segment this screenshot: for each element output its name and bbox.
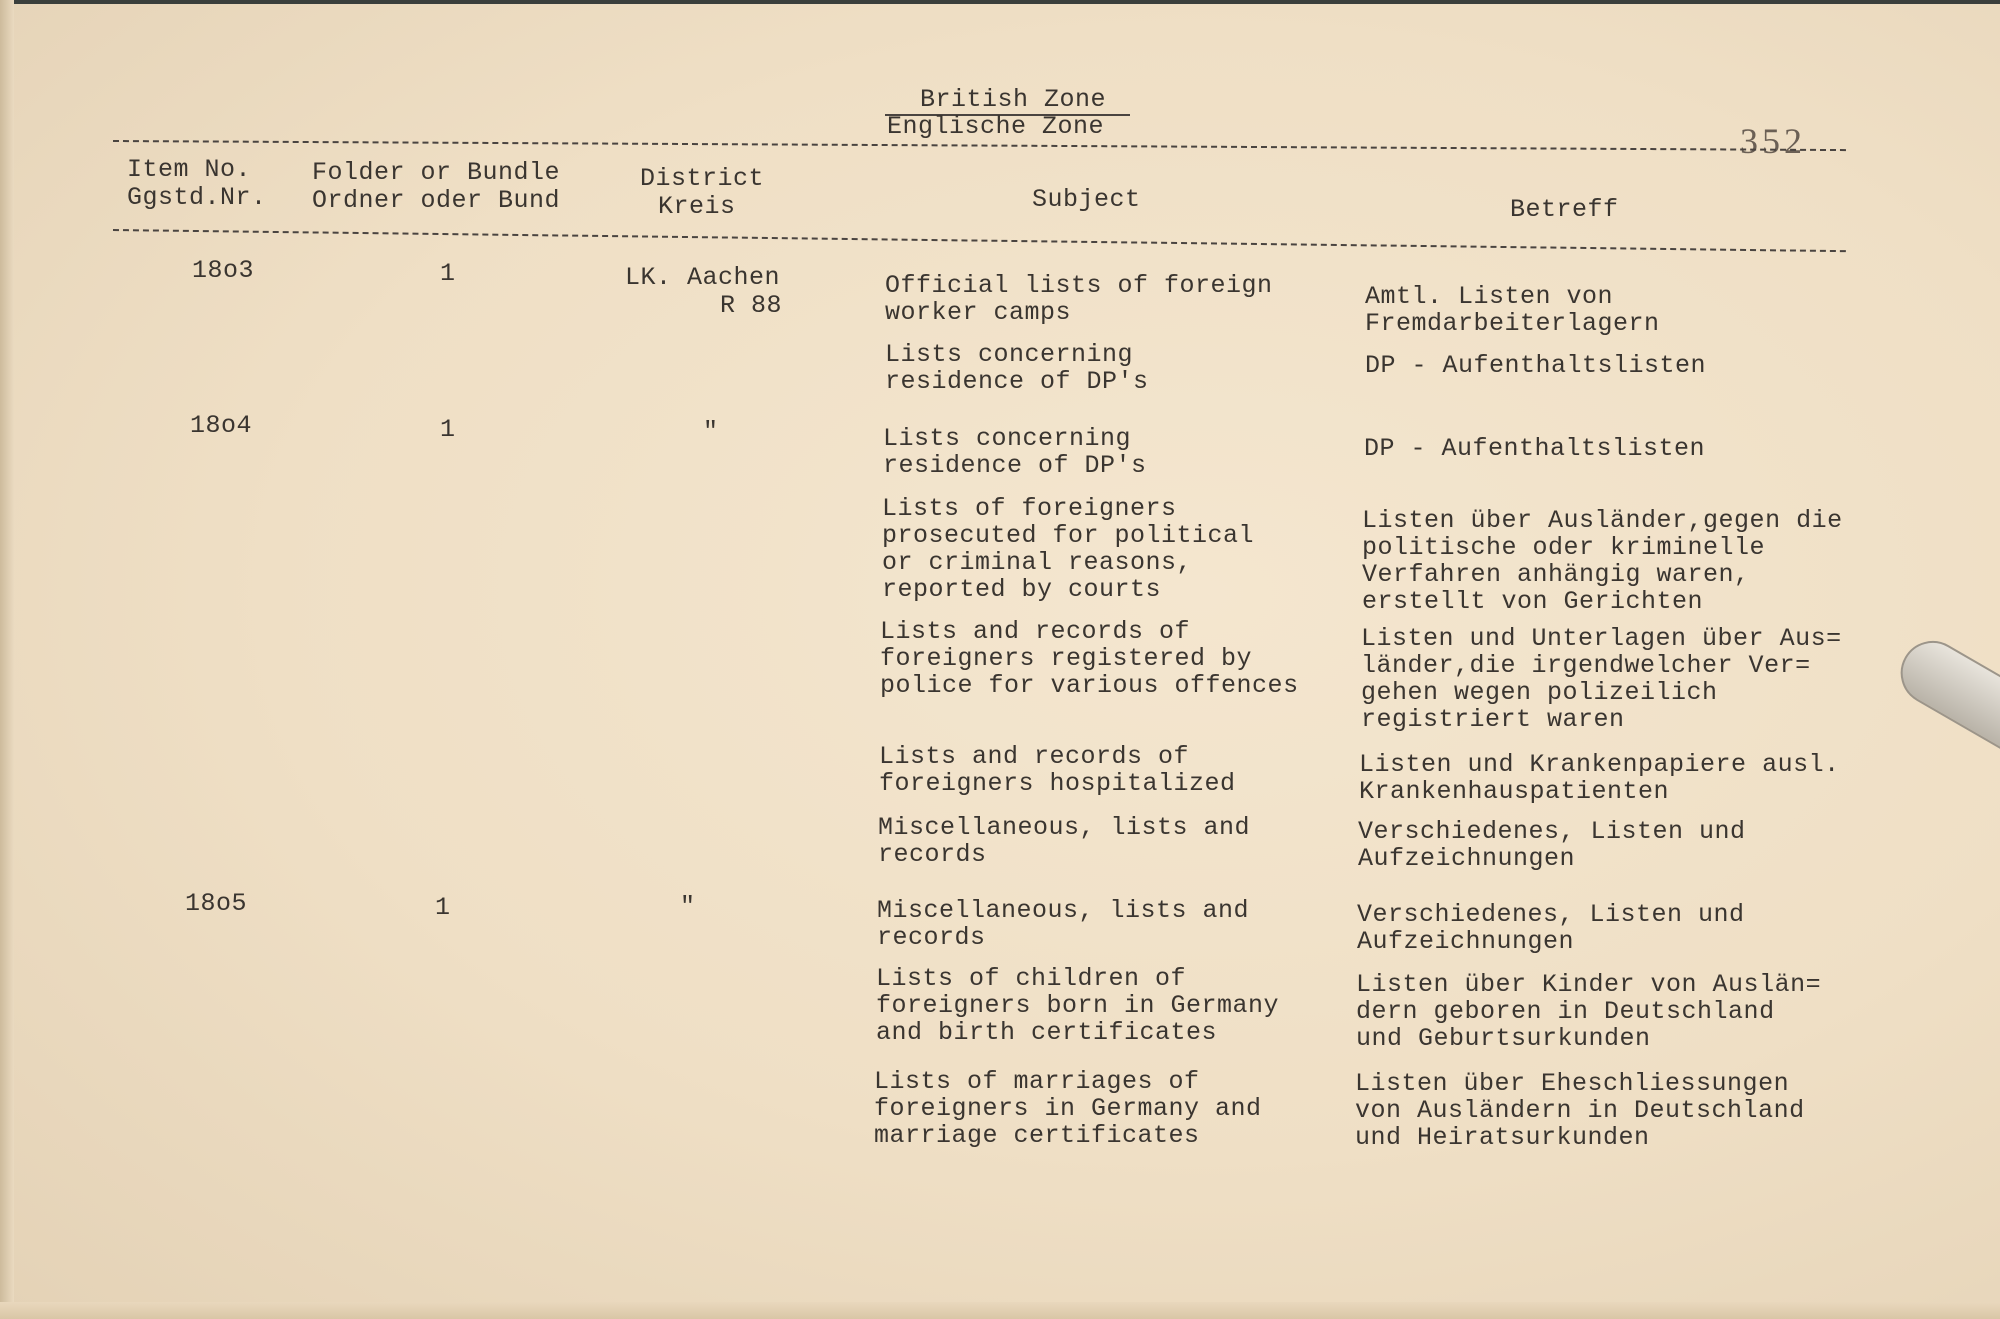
subject-line: Lists of children of xyxy=(876,964,1187,993)
betreff-line: erstellt von Gerichten xyxy=(1362,587,1704,616)
betreff-line: gehen wegen polizeilich xyxy=(1361,678,1718,707)
folder-count: 1 xyxy=(435,893,451,922)
subject-line: Official lists of foreign xyxy=(885,271,1273,300)
subject-line: foreigners in Germany and xyxy=(874,1094,1262,1123)
subject-line: or criminal reasons, xyxy=(882,548,1193,577)
betreff-line: und Heiratsurkunden xyxy=(1355,1123,1650,1152)
binding-shadow xyxy=(0,0,14,1319)
folder-count: 1 xyxy=(440,259,456,288)
col-item-de: Ggstd.Nr. xyxy=(127,183,267,212)
subject-line: foreigners hospitalized xyxy=(879,769,1236,798)
subject-line: prosecuted for political xyxy=(882,521,1255,550)
subject-line: Lists concerning xyxy=(883,424,1132,453)
subject-line: Lists concerning xyxy=(885,340,1134,369)
col-district-en: District xyxy=(640,164,765,193)
zone-title-en: British Zone xyxy=(920,85,1107,114)
item-number: 18o5 xyxy=(185,889,248,918)
col-folder-de: Ordner oder Bund xyxy=(312,186,561,215)
betreff-line: Aufzeichnungen xyxy=(1357,927,1575,956)
subject-line: foreigners born in Germany xyxy=(876,991,1280,1020)
subject-line: residence of DP's xyxy=(885,367,1149,396)
subject-line: Miscellaneous, lists and xyxy=(878,813,1251,842)
betreff-line: Listen über Kinder von Auslän= xyxy=(1356,970,1822,999)
subject-line: worker camps xyxy=(885,298,1072,327)
subject-line: and birth certificates xyxy=(876,1018,1218,1047)
col-folder-en: Folder or Bundle xyxy=(312,158,561,187)
betreff-line: und Geburtsurkunden xyxy=(1356,1024,1651,1053)
district-name: " xyxy=(703,417,719,446)
betreff-line: von Ausländern in Deutschland xyxy=(1355,1096,1805,1125)
subject-line: residence of DP's xyxy=(883,451,1147,480)
district-code: R 88 xyxy=(720,291,783,320)
subject-line: Lists and records of xyxy=(880,617,1191,646)
col-district-de: Kreis xyxy=(658,192,736,221)
page-number: 352 xyxy=(1740,121,1806,161)
betreff-line: Aufzeichnungen xyxy=(1358,844,1576,873)
subject-line: police for various offences xyxy=(880,671,1299,700)
subject-line: Miscellaneous, lists and xyxy=(877,896,1250,925)
betreff-line: politische oder kriminelle xyxy=(1362,533,1766,562)
subject-line: reported by courts xyxy=(882,575,1162,604)
betreff-line: Listen über Ausländer,gegen die xyxy=(1362,506,1843,535)
district-name: LK. Aachen xyxy=(625,263,781,292)
subject-line: records xyxy=(877,923,986,952)
subject-line: Lists of foreigners xyxy=(882,494,1177,523)
col-subject: Subject xyxy=(1032,185,1141,214)
item-number: 18o3 xyxy=(192,256,255,285)
betreff-line: dern geboren in Deutschland xyxy=(1356,997,1775,1026)
betreff-line: Listen über Eheschliessungen xyxy=(1355,1069,1790,1098)
subject-line: foreigners registered by xyxy=(880,644,1253,673)
betreff-line: Verfahren anhängig waren, xyxy=(1362,560,1750,589)
item-number: 18o4 xyxy=(190,411,253,440)
betreff-line: Listen und Krankenpapiere ausl. xyxy=(1359,750,1840,779)
subject-line: Lists of marriages of xyxy=(874,1067,1200,1096)
betreff-line: Fremdarbeiterlagern xyxy=(1365,309,1660,338)
zone-title-de: Englische Zone xyxy=(887,112,1105,141)
col-betreff: Betreff xyxy=(1510,195,1619,224)
betreff-line: Amtl. Listen von xyxy=(1365,282,1614,311)
betreff-line: Listen und Unterlagen über Aus= xyxy=(1361,624,1842,653)
betreff-line: registriert waren xyxy=(1361,705,1625,734)
betreff-line: länder,die irgendwelcher Ver= xyxy=(1361,651,1811,680)
betreff-line: Verschiedenes, Listen und xyxy=(1357,900,1745,929)
betreff-line: Verschiedenes, Listen und xyxy=(1358,817,1746,846)
betreff-line: DP - Aufenthaltslisten xyxy=(1364,434,1706,463)
betreff-line: DP - Aufenthaltslisten xyxy=(1365,351,1707,380)
subject-line: Lists and records of xyxy=(879,742,1190,771)
subject-line: marriage certificates xyxy=(874,1121,1200,1150)
district-name: " xyxy=(680,892,696,921)
folder-count: 1 xyxy=(440,415,456,444)
betreff-line: Krankenhauspatienten xyxy=(1359,777,1670,806)
subject-line: records xyxy=(878,840,987,869)
page-top-edge xyxy=(0,0,2000,4)
page-bottom-edge xyxy=(0,1302,2000,1319)
col-item-en: Item No. xyxy=(127,155,252,184)
